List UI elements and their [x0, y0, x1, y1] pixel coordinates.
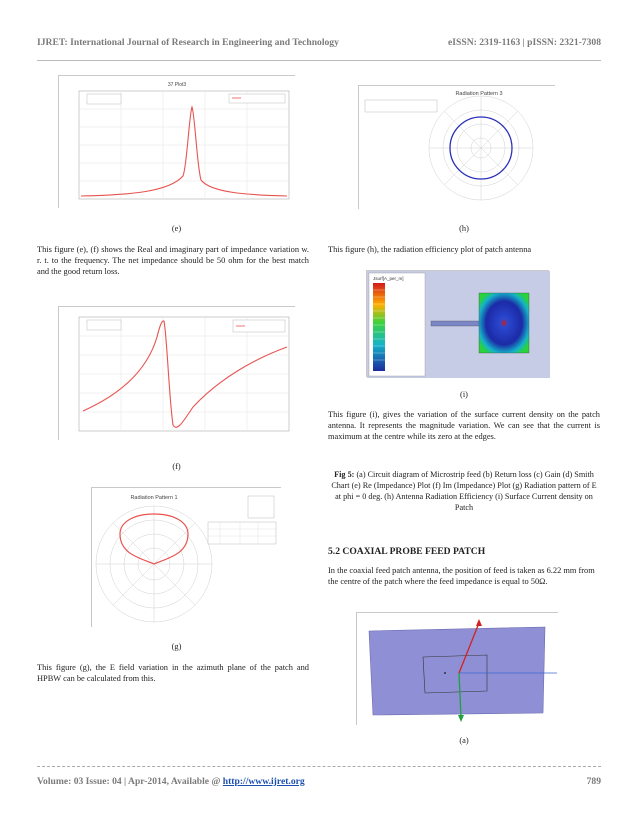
caption-g: (g) [171, 642, 182, 651]
journal-link[interactable]: http://www.ijret.org [222, 776, 305, 787]
patch-current [479, 293, 529, 353]
surface-current-map [367, 271, 550, 378]
footer-rule [37, 766, 601, 767]
marker-table [208, 522, 276, 544]
radiation-pattern-3 [359, 86, 556, 210]
marker-table [87, 94, 121, 104]
section-heading: 5.2 COAXIAL PROBE FEED PATCH [328, 546, 486, 557]
paragraph-h: This figure (h), the radiation efficiency plot of patch antenna [328, 245, 532, 254]
marker-table [365, 100, 437, 112]
imag-impedance-plot [59, 307, 296, 441]
figure-h [358, 85, 555, 209]
paragraph-ef: This figure (e), (f) shows the Real and imaginary part of impedance variation w. r. t. to the frequency. The net impedance should be 50 ohm for the best match and the good return loss. [37, 245, 309, 276]
header-rule [37, 60, 601, 61]
radiation-pattern-1 [92, 488, 282, 628]
page-number: 789 [586, 776, 601, 787]
figure-i [366, 270, 549, 377]
plot-h-title: Radiation Pattern 3 [455, 91, 503, 97]
caption-e: (e) [171, 224, 182, 233]
figure-e [58, 75, 295, 208]
plot-legend [248, 496, 274, 518]
caption-a: (a) [459, 736, 469, 745]
plot-g-title: Radiation Pattern 1 [130, 495, 178, 501]
footer-volume-text: Volume: 03 Issue: 04 | Apr-2014, Available @ [37, 776, 223, 787]
legend-title: Jsurf[A_per_m] [373, 276, 404, 281]
paragraph-i: This figure (i), gives the variation of the surface current density on the patch antenna. It represents the magnitude variation. We can see that the current is maximum at the centre while its zero at the edges. [328, 410, 600, 441]
plot-e-title: 37 Plot3 [167, 82, 187, 88]
figure-5-text: (a) Circuit diagram of Microstrip feed (b) Return loss (c) Gain (d) Smith Chart (e) Re (Impedance) Plot (f) Im (Impedance) Plot (g) Radiation pattern of E at phi = 0 deg. (h) Antenna Radiation Efficiency (i) Surface Current density on Patch [331, 470, 597, 512]
plot-legend [229, 94, 285, 103]
caption-f: (f) [172, 462, 181, 471]
paragraph-coax: In the coaxial feed patch antenna, the position of feed is taken as 6.22 mm from the centre of the patch where the feed impedance is equal to 50Ω. [328, 566, 595, 586]
caption-i: (i) [460, 390, 468, 399]
issn: eISSN: 2319-1163 | pISSN: 2321-7308 [448, 37, 601, 48]
real-impedance-plot [59, 76, 296, 209]
figure-a [356, 612, 558, 725]
journal-title: IJRET: International Journal of Research in Engineering and Technology [37, 37, 339, 48]
marker-table [87, 320, 121, 330]
caption-h: (h) [459, 224, 469, 233]
feed-line [431, 321, 481, 326]
paragraph-g: This figure (g), the E field variation in the azimuth plane of the patch and HPBW can be calculated from this. [37, 663, 309, 683]
feed-point [444, 672, 446, 674]
coaxial-patch-model [357, 613, 559, 726]
footer-volume [37, 776, 305, 787]
figure-5-caption [328, 469, 600, 513]
figure-f [58, 306, 295, 440]
figure-g [91, 487, 281, 627]
ground-plane [369, 627, 545, 715]
figure-5-label: Fig 5: [334, 470, 355, 479]
